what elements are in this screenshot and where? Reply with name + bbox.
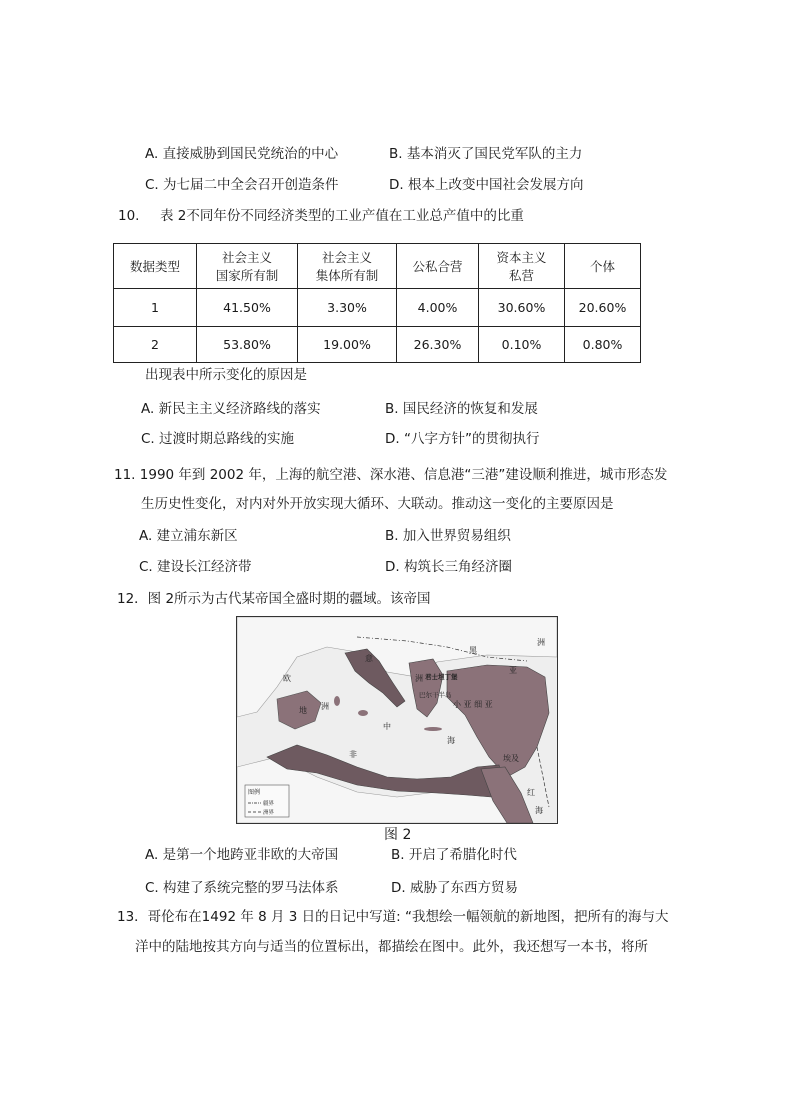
table-cell: 0.80% bbox=[565, 327, 641, 363]
map-label-egypt: 埃及 bbox=[503, 754, 519, 763]
map-label-italy: 意 bbox=[365, 654, 373, 663]
table-header: 社会主义 国家所有制 bbox=[197, 244, 298, 289]
q11-option-a: A. 建立浦东新区 bbox=[139, 528, 238, 544]
table-cell: 2 bbox=[114, 327, 197, 363]
map-label-europe: 欧 bbox=[283, 674, 291, 683]
map-label-asia-minor: 小 亚 细 亚 bbox=[453, 700, 493, 709]
table-cell: 3.30% bbox=[298, 289, 397, 327]
q12-option-c: C. 构建了系统完整的罗马法体系 bbox=[145, 880, 339, 896]
map-label-asia: 亚 bbox=[509, 666, 517, 675]
table-cell: 30.60% bbox=[479, 289, 565, 327]
q13-line2: 洋中的陆地按其方向与适当的位置标出，都描绘在图中。此外，我还想写一本书，将所 bbox=[135, 939, 648, 955]
table-cell: 26.30% bbox=[397, 327, 479, 363]
empire-map bbox=[236, 616, 558, 824]
table-header: 个体 bbox=[565, 244, 641, 289]
table-header: 社会主义 集体所有制 bbox=[298, 244, 397, 289]
q12-stem: 12．图 2所示为古代某帝国全盛时期的疆域。该帝国 bbox=[117, 591, 431, 607]
map-label-balkan: 巴尔干半岛 bbox=[419, 691, 452, 699]
q9-option-c: C. 为七届二中全会召开创造条件 bbox=[145, 177, 339, 193]
q12-option-a: A. 是第一个地跨亚非欧的大帝国 bbox=[145, 847, 339, 863]
legend-title: 图例 bbox=[248, 789, 261, 796]
q11-option-b: B. 加入世界贸易组织 bbox=[385, 528, 511, 544]
map-label-zhong: 中 bbox=[383, 722, 391, 731]
q10-option-b: B. 国民经济的恢复和发展 bbox=[385, 401, 538, 417]
q11-stem-line2: 生历史性变化，对内对外开放实现大循环、大联动。推动这一变化的主要原因是 bbox=[141, 496, 614, 512]
map-label-fei: 非 bbox=[349, 750, 357, 759]
map-label-zhou3: 洲 bbox=[537, 638, 545, 647]
q13-line1: 13．哥伦布在1492 年 8 月 3 日的日记中写道: “我想绘一幅领航的新地图，把所有的海与大 bbox=[117, 909, 669, 925]
table-cell: 41.50% bbox=[197, 289, 298, 327]
map-label-constantinople: 君士坦丁堡 bbox=[425, 673, 458, 681]
table-cell: 20.60% bbox=[565, 289, 641, 327]
q10-option-d: D. “八字方针”的贯彻执行 bbox=[385, 431, 540, 447]
table-cell: 19.00% bbox=[298, 327, 397, 363]
map-label-hai: 海 bbox=[447, 736, 455, 745]
q11-option-d: D. 构筑长三角经济圈 bbox=[385, 559, 512, 575]
q10-option-a: A. 新民主主义经济路线的落实 bbox=[141, 401, 321, 417]
table-header: 资本主义 私营 bbox=[479, 244, 565, 289]
q10-table bbox=[113, 243, 641, 363]
q10-question: 出现表中所示变化的原因是 bbox=[145, 367, 307, 383]
q9-option-d: D. 根本上改变中国社会发展方向 bbox=[389, 177, 584, 193]
legend-border: 疆界 bbox=[263, 801, 275, 807]
q9-option-b: B. 基本消灭了国民党军队的主力 bbox=[389, 146, 583, 162]
table-row bbox=[114, 289, 641, 327]
q10-number: 10. bbox=[118, 208, 140, 224]
table-row bbox=[114, 327, 641, 363]
figure-caption: 图 2 bbox=[384, 827, 412, 843]
map-label-di: 地 bbox=[299, 706, 307, 715]
table-header: 公私合营 bbox=[397, 244, 479, 289]
q11-option-c: C. 建设长江经济带 bbox=[139, 559, 252, 575]
table-cell: 0.10% bbox=[479, 327, 565, 363]
map-label-black: 黑 bbox=[469, 646, 477, 655]
q12-option-b: B. 开启了希腊化时代 bbox=[391, 847, 517, 863]
legend-continent: 洲界 bbox=[263, 810, 275, 816]
q12-option-d: D. 威胁了东西方贸易 bbox=[391, 880, 518, 896]
map-label-red: 红 bbox=[527, 788, 535, 797]
map-label-zhou2: 洲 bbox=[415, 674, 423, 683]
table-header: 数据类型 bbox=[114, 244, 197, 289]
map-label-zhou1: 洲 bbox=[321, 702, 329, 711]
map-graphic bbox=[237, 617, 557, 823]
table-cell: 53.80% bbox=[197, 327, 298, 363]
table-cell: 4.00% bbox=[397, 289, 479, 327]
map-label-sea: 海 bbox=[535, 806, 543, 815]
q9-option-a: A. 直接威胁到国民党统治的中心 bbox=[145, 146, 339, 162]
q11-stem-line1: 11. 1990 年到 2002 年，上海的航空港、深水港、信息港“三港”建设顺利推进，城市形态发 bbox=[114, 467, 668, 483]
q10-stem: 表 2不同年份不同经济类型的工业产值在工业总产值中的比重 bbox=[160, 208, 524, 224]
table-cell: 1 bbox=[114, 289, 197, 327]
q10-option-c: C. 过渡时期总路线的实施 bbox=[141, 431, 295, 447]
